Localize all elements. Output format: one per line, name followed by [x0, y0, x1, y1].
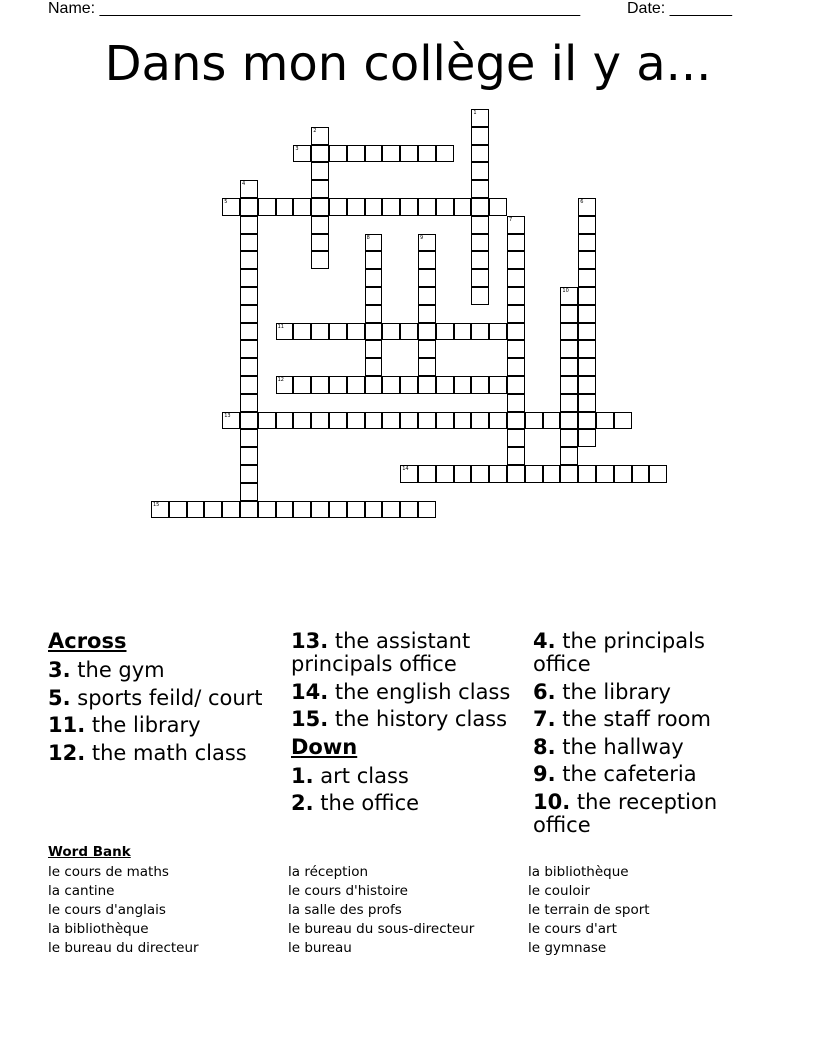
across-clue: 12. the math class — [48, 740, 247, 765]
grid-cell[interactable] — [454, 323, 472, 341]
grid-cell[interactable] — [471, 198, 489, 216]
grid-cell[interactable] — [276, 198, 294, 216]
word-bank-item: le cours d'histoire — [288, 883, 408, 899]
cell-number: 7 — [509, 216, 513, 223]
grid-cell[interactable] — [400, 412, 418, 430]
grid-cell[interactable] — [365, 305, 383, 323]
grid-cell[interactable] — [560, 358, 578, 376]
grid-cell[interactable] — [471, 376, 489, 394]
grid-cell[interactable] — [489, 198, 507, 216]
grid-cell[interactable] — [560, 323, 578, 341]
grid-cell[interactable] — [365, 269, 383, 287]
grid-cell[interactable] — [560, 447, 578, 465]
word-bank-item: le gymnase — [528, 940, 607, 956]
grid-cell[interactable] — [560, 340, 578, 358]
grid-cell[interactable] — [471, 234, 489, 252]
grid-cell[interactable] — [311, 162, 329, 180]
word-bank-item: le cours de maths — [48, 864, 169, 880]
grid-cell[interactable] — [489, 323, 507, 341]
grid-cell[interactable] — [418, 305, 436, 323]
grid-cell[interactable] — [471, 145, 489, 163]
grid-cell[interactable] — [507, 305, 525, 323]
grid-cell[interactable] — [311, 412, 329, 430]
grid-cell[interactable] — [347, 412, 365, 430]
grid-cell[interactable] — [543, 412, 561, 430]
grid-cell[interactable] — [382, 198, 400, 216]
grid-cell[interactable] — [578, 376, 596, 394]
grid-cell[interactable] — [507, 412, 525, 430]
grid-cell[interactable] — [347, 145, 365, 163]
grid-cell[interactable] — [293, 376, 311, 394]
across-clue: 11. the library — [48, 713, 201, 737]
grid-cell[interactable] — [489, 412, 507, 430]
grid-cell[interactable] — [365, 198, 383, 216]
grid-cell[interactable] — [525, 412, 543, 430]
page-title: Dans mon collège il y a... — [104, 36, 712, 92]
grid-cell[interactable] — [276, 412, 294, 430]
grid-cell[interactable] — [578, 305, 596, 323]
grid-cell[interactable] — [471, 180, 489, 198]
grid-cell[interactable] — [436, 323, 454, 341]
grid-cell[interactable] — [525, 465, 543, 483]
grid-cell[interactable] — [418, 340, 436, 358]
grid-cell[interactable] — [507, 234, 525, 252]
grid-cell[interactable] — [329, 198, 347, 216]
clues-column-2 — [291, 630, 526, 820]
cell-number: 11 — [277, 323, 284, 330]
grid-cell[interactable] — [347, 323, 365, 341]
word-bank-item: le bureau du sous-directeur — [288, 921, 475, 937]
grid-cell[interactable] — [471, 412, 489, 430]
cell-number: 6 — [580, 199, 584, 205]
word-bank-item: le couloir — [528, 883, 590, 899]
grid-cell[interactable] — [418, 287, 436, 305]
grid-cell[interactable] — [204, 501, 222, 519]
word-bank-item: le terrain de sport — [528, 902, 650, 918]
grid-cell[interactable] — [578, 340, 596, 358]
cell-number: 1 — [473, 110, 477, 116]
grid-cell[interactable] — [240, 251, 258, 269]
grid-cell[interactable] — [649, 465, 667, 483]
grid-cell[interactable] — [436, 465, 454, 483]
grid-cell[interactable] — [258, 412, 276, 430]
word-bank-item: le cours d'art — [528, 921, 617, 937]
grid-cell[interactable] — [240, 234, 258, 252]
grid-cell[interactable] — [418, 465, 436, 483]
grid-cell[interactable] — [507, 429, 525, 447]
grid-cell[interactable] — [382, 376, 400, 394]
grid-cell[interactable] — [347, 198, 365, 216]
grid-cell[interactable] — [436, 198, 454, 216]
grid-cell[interactable] — [471, 323, 489, 341]
grid-cell[interactable] — [222, 501, 240, 519]
name-field[interactable]: Name: ______________________________________________________ — [48, 0, 581, 17]
grid-cell[interactable] — [329, 376, 347, 394]
grid-cell[interactable] — [240, 501, 258, 519]
grid-cell[interactable] — [578, 269, 596, 287]
grid-cell[interactable] — [240, 216, 258, 234]
grid-cell[interactable] — [436, 412, 454, 430]
grid-cell[interactable] — [240, 447, 258, 465]
down-clue: 7. the staff room — [533, 707, 711, 731]
grid-cell[interactable] — [596, 412, 614, 430]
down-clue: 1. art class — [291, 763, 409, 788]
grid-cell[interactable] — [418, 501, 436, 519]
grid-cell[interactable] — [382, 501, 400, 519]
grid-cell[interactable] — [258, 198, 276, 216]
grid-cell[interactable] — [436, 145, 454, 163]
grid-cell[interactable] — [240, 198, 258, 216]
word-bank-item: le bureau du directeur — [48, 940, 199, 956]
grid-cell[interactable] — [365, 145, 383, 163]
grid-cell[interactable] — [365, 340, 383, 358]
across-clue: 14. the english class — [291, 679, 511, 704]
grid-cell[interactable] — [578, 251, 596, 269]
grid-cell[interactable] — [454, 376, 472, 394]
grid-cell[interactable] — [365, 323, 383, 341]
grid-cell[interactable] — [365, 358, 383, 376]
grid-cell[interactable] — [311, 180, 329, 198]
grid-cell[interactable] — [240, 340, 258, 358]
cell-number: 10 — [562, 288, 569, 294]
grid-cell[interactable] — [240, 465, 258, 483]
word-bank-item: la réception — [288, 864, 369, 880]
down-clue: 4. the principals office — [533, 629, 705, 676]
grid-cell[interactable] — [276, 501, 294, 519]
grid-cell[interactable] — [293, 501, 311, 519]
grid-cell[interactable] — [507, 358, 525, 376]
grid-cell[interactable] — [507, 394, 525, 412]
grid-cell[interactable] — [240, 358, 258, 376]
grid-cell[interactable] — [560, 429, 578, 447]
word-bank-title: Word Bank — [48, 844, 131, 860]
grid-cell[interactable] — [578, 234, 596, 252]
grid-cell[interactable] — [578, 287, 596, 305]
cell-number: 2 — [313, 127, 317, 134]
grid-cell[interactable] — [240, 269, 258, 287]
grid-cell[interactable] — [293, 198, 311, 216]
grid-cell[interactable] — [311, 323, 329, 341]
grid-cell[interactable] — [471, 251, 489, 269]
grid-cell[interactable] — [489, 465, 507, 483]
grid-cell[interactable] — [418, 323, 436, 341]
grid-cell[interactable] — [436, 376, 454, 394]
grid-cell[interactable] — [507, 465, 525, 483]
grid-cell[interactable] — [329, 412, 347, 430]
grid-cell[interactable] — [418, 145, 436, 163]
grid-cell[interactable] — [311, 198, 329, 216]
across-clue: 5. sports feild/ court — [48, 685, 263, 710]
word-bank-item: le bureau — [288, 940, 352, 956]
word-bank-column-1 — [48, 863, 199, 958]
word-bank-item: le cours d'anglais — [48, 902, 166, 918]
across-heading: Across — [48, 629, 127, 653]
across-clue: 3. the gym — [48, 658, 165, 682]
cell-number: 4 — [242, 181, 246, 188]
cell-number: 13 — [224, 412, 231, 419]
word-bank-item: la salle des profs — [288, 902, 402, 918]
cell-number: 12 — [277, 377, 284, 383]
grid-cell[interactable] — [400, 501, 418, 519]
cell-number: 15 — [153, 501, 160, 508]
grid-cell[interactable] — [418, 251, 436, 269]
grid-cell[interactable] — [400, 145, 418, 163]
across-clue: 13. the assistant principals office — [291, 629, 471, 676]
down-clue: 10. the reception office — [533, 789, 718, 837]
word-bank-item: la bibliothèque — [48, 921, 149, 937]
grid-cell[interactable] — [578, 394, 596, 412]
grid-cell[interactable] — [311, 251, 329, 269]
grid-cell[interactable] — [240, 323, 258, 341]
grid-cell[interactable] — [365, 251, 383, 269]
grid-cell[interactable] — [382, 323, 400, 341]
grid-cell[interactable] — [418, 376, 436, 394]
grid-cell[interactable] — [311, 216, 329, 234]
grid-cell[interactable] — [418, 198, 436, 216]
grid-cell[interactable] — [578, 465, 596, 483]
grid-cell[interactable] — [507, 323, 525, 341]
grid-cell[interactable] — [329, 323, 347, 341]
grid-cell[interactable] — [418, 358, 436, 376]
grid-cell[interactable] — [382, 145, 400, 163]
grid-cell[interactable] — [507, 251, 525, 269]
grid-cell[interactable] — [454, 412, 472, 430]
grid-cell[interactable] — [507, 340, 525, 358]
grid-cell[interactable] — [596, 465, 614, 483]
grid-cell[interactable] — [578, 358, 596, 376]
grid-cell[interactable] — [418, 412, 436, 430]
grid-cell[interactable] — [311, 376, 329, 394]
grid-cell[interactable] — [329, 145, 347, 163]
grid-cell[interactable] — [240, 429, 258, 447]
grid-cell[interactable] — [560, 305, 578, 323]
grid-cell[interactable] — [614, 465, 632, 483]
grid-cell[interactable] — [311, 145, 329, 163]
grid-cell[interactable] — [240, 376, 258, 394]
grid-cell[interactable] — [614, 412, 632, 430]
grid-cell[interactable] — [507, 287, 525, 305]
clues-column-1 — [48, 630, 283, 769]
grid-cell[interactable] — [471, 465, 489, 483]
across-clue: 15. the history class — [291, 707, 508, 731]
grid-cell[interactable] — [454, 198, 472, 216]
grid-cell[interactable] — [347, 501, 365, 519]
grid-cell[interactable] — [365, 501, 383, 519]
grid-cell[interactable] — [507, 447, 525, 465]
grid-cell[interactable] — [471, 216, 489, 234]
grid-cell[interactable] — [329, 501, 347, 519]
grid-cell[interactable] — [543, 465, 561, 483]
cell-number: 14 — [402, 466, 409, 472]
grid-cell[interactable] — [365, 287, 383, 305]
grid-cell[interactable] — [311, 234, 329, 252]
grid-cell[interactable] — [471, 269, 489, 287]
cell-number: 5 — [224, 199, 228, 205]
cell-number: 9 — [420, 234, 424, 241]
grid-cell[interactable] — [454, 465, 472, 483]
grid-cell[interactable] — [471, 287, 489, 305]
grid-cell[interactable] — [169, 501, 187, 519]
grid-cell[interactable] — [578, 323, 596, 341]
grid-cell[interactable] — [578, 429, 596, 447]
clues-column-3 — [533, 630, 768, 841]
grid-cell[interactable] — [240, 483, 258, 501]
down-clue: 9. the cafeteria — [533, 762, 697, 786]
word-bank-column-3 — [528, 863, 650, 958]
grid-cell[interactable] — [240, 287, 258, 305]
grid-cell[interactable] — [347, 376, 365, 394]
grid-cell[interactable] — [560, 376, 578, 394]
grid-cell[interactable] — [507, 376, 525, 394]
cell-number: 3 — [295, 145, 299, 152]
grid-cell[interactable] — [471, 127, 489, 145]
grid-cell[interactable] — [293, 412, 311, 430]
grid-cell[interactable] — [507, 269, 525, 287]
grid-cell[interactable] — [311, 501, 329, 519]
word-bank-item: la bibliothèque — [528, 864, 629, 880]
cell-number: 8 — [366, 234, 370, 241]
grid-cell[interactable] — [418, 269, 436, 287]
grid-cell[interactable] — [293, 323, 311, 341]
down-heading: Down — [291, 734, 358, 759]
down-clue: 2. the office — [291, 791, 420, 815]
grid-cell[interactable] — [560, 412, 578, 430]
grid-cell[interactable] — [240, 412, 258, 430]
word-bank-column-2 — [288, 863, 474, 958]
grid-cell[interactable] — [489, 376, 507, 394]
grid-cell[interactable] — [578, 216, 596, 234]
grid-cell[interactable] — [471, 162, 489, 180]
grid-cell[interactable] — [258, 501, 276, 519]
grid-cell[interactable] — [240, 305, 258, 323]
date-field[interactable]: Date: _______ — [627, 0, 732, 17]
grid-cell[interactable] — [365, 412, 383, 430]
grid-cell[interactable] — [632, 465, 650, 483]
grid-cell[interactable] — [240, 394, 258, 412]
down-clue: 8. the hallway — [533, 734, 684, 759]
grid-cell[interactable] — [578, 412, 596, 430]
down-clue: 6. the library — [533, 679, 671, 704]
grid-cell[interactable] — [187, 501, 205, 519]
grid-cell[interactable] — [365, 376, 383, 394]
grid-cell[interactable] — [400, 323, 418, 341]
grid-cell[interactable] — [382, 412, 400, 430]
word-bank-item: la cantine — [48, 883, 115, 899]
grid-cell[interactable] — [400, 376, 418, 394]
grid-cell[interactable] — [560, 465, 578, 483]
grid-cell[interactable] — [560, 394, 578, 412]
grid-cell[interactable] — [400, 198, 418, 216]
